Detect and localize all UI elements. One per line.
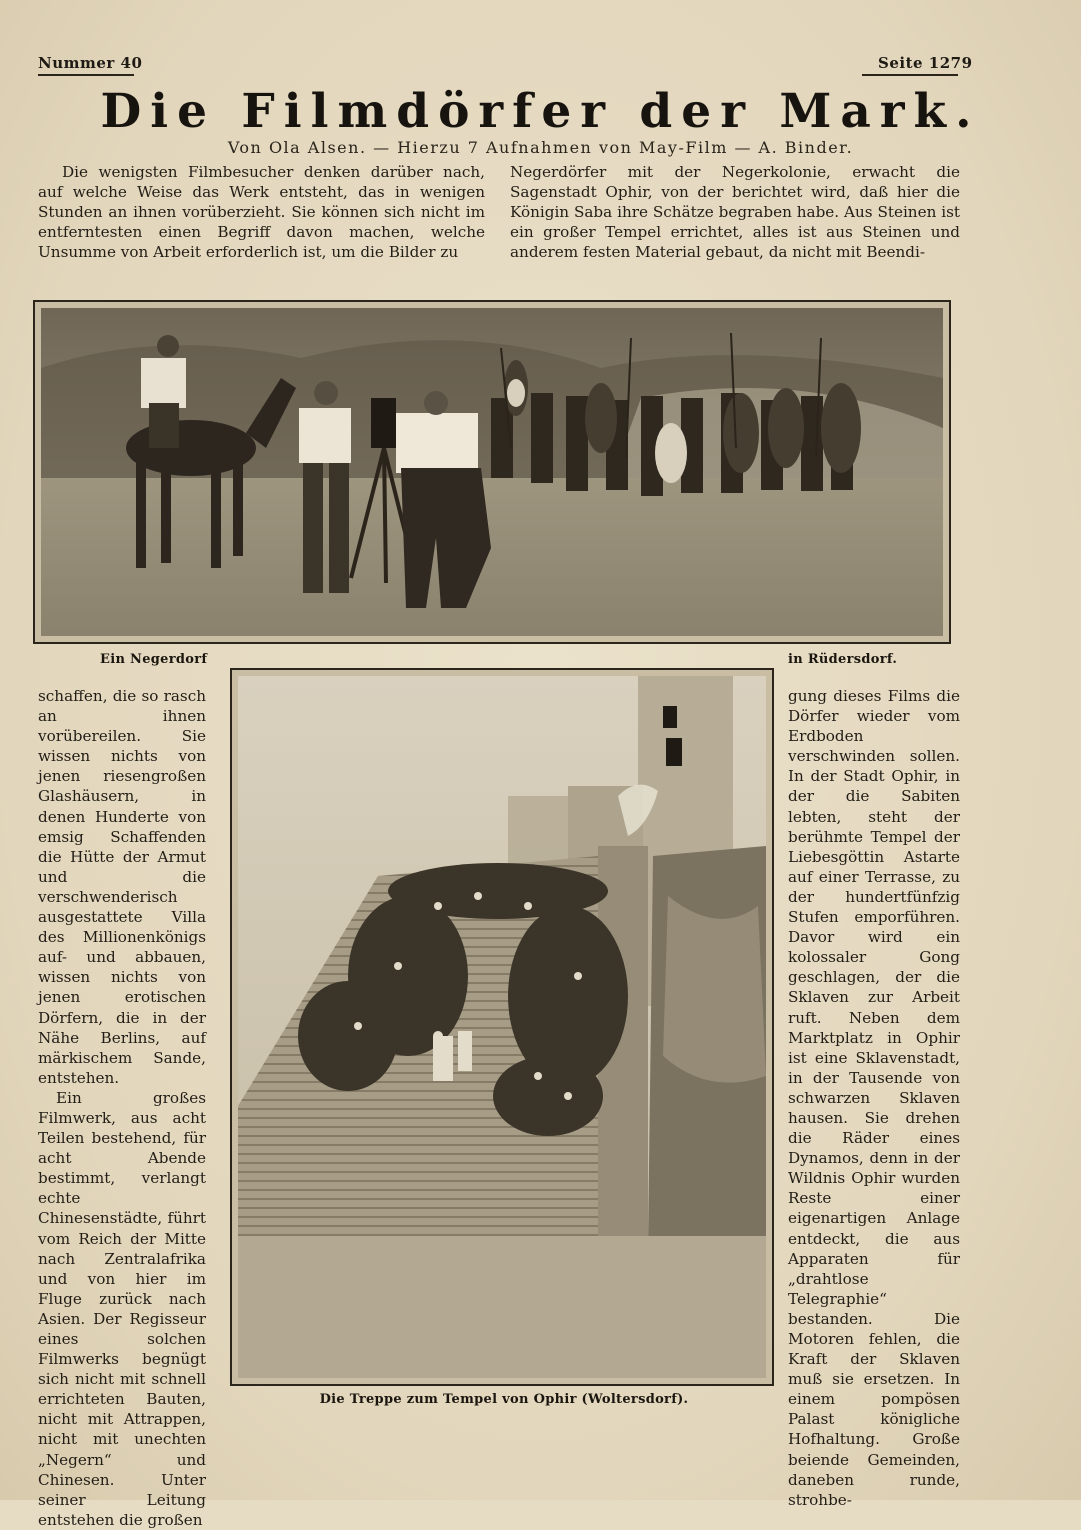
article-title: Die Filmdörfer der Mark. bbox=[100, 84, 981, 139]
column-top-left: Die wenigsten Filmbesucher denken darüber nach, auf welche Weise das Werk entsteht, das in wenigen Stunden an ihnen vorüberzieht. Sie können sich nicht im entferntesten einen Begriff davon machen, welche Unsumme von Arbeit erforderlich ist, um die Bilder zu bbox=[38, 163, 485, 262]
column-top-right: Negerdörfer mit der Negerkolonie, erwacht die Sagenstadt Ophir, von der berichtet wird, daß hier die Königin Saba ihre Schätze begraben habe. Aus Steinen ist ein großer Tempel errichtet, alles ist aus Steinen und anderem festen Material gebaut, da nicht mit Beendi- bbox=[510, 163, 960, 262]
caption-photo1-left: Ein Negerdorf bbox=[100, 652, 208, 667]
caption-photo2: Die Treppe zum Tempel von Ophir (Woltersdorf). bbox=[319, 1392, 689, 1407]
page-number: Seite 1279 bbox=[878, 54, 973, 72]
header-rule-right bbox=[862, 74, 958, 76]
photo-temple-stairs bbox=[230, 668, 774, 1386]
photo-temple-stairs-image bbox=[238, 676, 766, 1378]
column-left bbox=[38, 686, 206, 1530]
article-byline: Von Ola Alsen. — Hierzu 7 Aufnahmen von May-Film — A. Binder. bbox=[227, 138, 854, 157]
column-left-para-2: Ein großes Filmwerk, aus acht Teilen bestehend, für acht Abende bestimmt, verlangt echte Chinesenstädte, führt vom Reich der Mitte nach Zentralafrika und von hier im Fluge zurück nach Asien. Der Regisseur eines solchen Filmwerks begnügt sich nicht mit schnell errichteten Bauten, nicht mit Attrappen, nicht mit unechten „Negern“ und Chinesen. Unter seiner Leitung entstehen die großen bbox=[38, 1088, 206, 1529]
column-left-para-1: schaffen, die so rasch an ihnen vorübereilen. Sie wissen nichts von jenen riesengroßen Glashäusern, in denen Hunderte von emsig Schaffenden die Hütte der Armut und die verschwenderisch ausgestattete Villa des Millionenkönigs auf- und abbauen, wissen nichts von jenen erotischen Dörfern, die in der Nähe Berlins, auf märkischem Sande, entstehen. bbox=[38, 687, 206, 1087]
header-rule-left bbox=[38, 74, 134, 76]
issue-number: Nummer 40 bbox=[38, 54, 143, 72]
photo-negerdorf-image bbox=[41, 308, 943, 636]
column-right: gung dieses Films die Dörfer wieder vom Erdboden verschwinden sollen. In der Stadt Ophir, in der die Sabiten lebten, steht der berühmte Tempel der Liebesgöttin Astarte auf einer Terrasse, zu der hundertfünfzig Stufen emporführen. Davor wird ein kolossaler Gong geschlagen, der die Sklaven zur Arbeit ruft. Neben dem Marktplatz in Ophir ist eine Sklavenstadt, in der Tausende von schwarzen Sklaven hausen. Sie drehen die Räder eines Dynamos, denn in der Wildnis Ophir wurden Reste einer eigenartigen Anlage entdeckt, die aus Apparaten für „drahtlose Telegraphie“ bestanden. Die Motoren fehlen, die Kraft der Sklaven muß sie ersetzen. In einem pompösen Palast königliche Hofhaltung. Große beiende Gemeinden, daneben runde, strohbe- bbox=[788, 687, 960, 1509]
photo-negerdorf bbox=[33, 300, 951, 644]
caption-photo1-right: in Rüdersdorf. bbox=[788, 652, 898, 667]
